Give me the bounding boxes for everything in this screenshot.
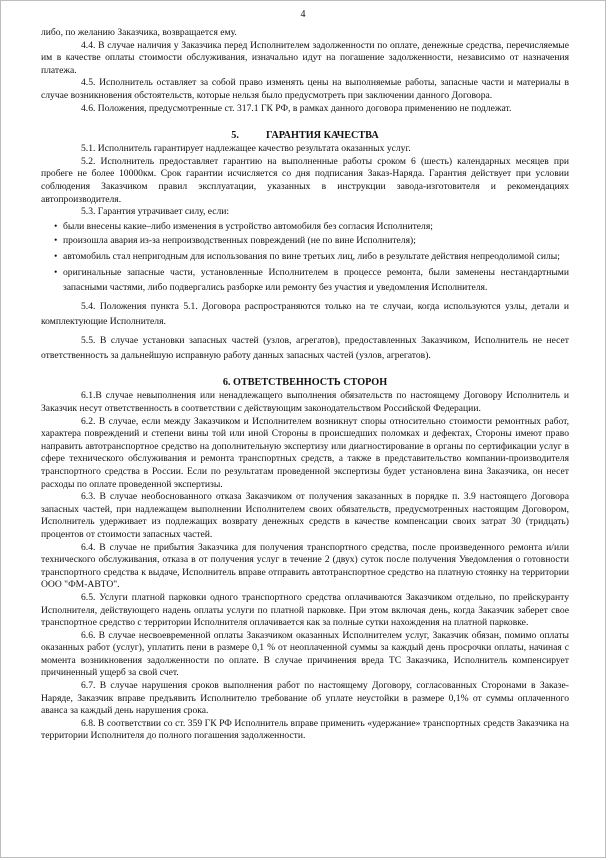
paragraph-6-4: 6.4. В случае не прибытия Заказчика для получения транспортного средства, после произведенного ремонта и/или технического обслуживания, отказа в от получения услуг в течение 2 (двух) суток после получения Уведомления о готовности транспортного средства к выдаче, Исполнитель вправе отправить автотранспортное средство на платную стоянку на территории ООО "ФМ-АВТО". <box>41 541 569 591</box>
bullet-5-3-1: • были внесены какие–либо изменения в устройство автомобиля без согласия Исполнителя; <box>41 221 569 234</box>
paragraph-6-6: 6.6. В случае несвоевременной оплаты Заказчиком оказанных Исполнителем услуг, Заказчик обязан, помимо оплаты оказанных работ (услуг), уплатить пени в размере 0,1 % от неоплаченной суммы за каждый день просрочки оплаты, начиная с момента возникновения задолженности по оплате. В случае причинения вреда ТС Заказчика, Исполнитель компенсирует причиненный ущерб за свой счет. <box>41 629 569 679</box>
paragraph-4-5: 4.5. Исполнитель оставляет за собой право изменять цены на выполняемые работы, запасные части и материалы в случае возникновения обстоятельств, которые нельзя было предусмотреть при заключении данного Договора. <box>41 77 569 101</box>
paragraph-6-3: 6.3. В случае необоснованного отказа Заказчиком от получения заказанных в порядке п. 3.9 настоящего Договора запасных частей, при надлежащем выполнении Исполнителем своих обязательств, предусмотренных настоящим Договором, Исполнитель удерживает из подлежащих возврату денежных средств в качестве компенсации своих затрат 30 (тридцать) процентов от стоимости запасных частей. <box>41 491 569 540</box>
paragraph-5-4: 5.4. Положения пункта 5.1. Договора распространяются только на те случаи, когда используются узлы, детали и комплектующие Исполнителя. <box>41 301 569 327</box>
page-number: 4 <box>300 9 306 20</box>
paragraph-6-2: 6.2. В случае, если между Заказчиком и Исполнителем возникнут споры относительно стоимости ремонтных работ, характера повреждений и степени вины той или иной Стороны в происшедших поломках и дефектах, Стороны имеют право направить автотранспортное средство на дополнительную экспертизу или диагностирование в органы по сертификации услуг в сфере технического обслуживания и ремонта транспортных средств, а также в представительство компании-производителя транспортного средства в России. Если по результатам проведенной экспертизы будет установлена вина Заказчика, он несет расходы по оплате проведенной экспертизы. <box>41 415 569 490</box>
bullet-5-3-2: • произошла авария из-за непроизводственных повреждений (не по вине Исполнителя); <box>41 235 569 248</box>
paragraph-6-5: 6.5. Услуги платной парковки одного транспортного средства оплачиваются Заказчиком отдельно, по прейскуранту Исполнителя, действующего надень оплаты услуги по платной парковке. При этом включая день, когда Заказчик заберет свое транспортное средство с территории Исполнителя оплачивается как за полные сутки нахождения на платной парковке. <box>41 591 569 629</box>
paragraph-6-7: 6.7. В случае нарушения сроков выполнения работ по настоящему Договору, согласованных Сторонами в Заказе-Наряде, Заказчик вправе предъявить Исполнителю требование об уплате неустойки в размере 0,1% от суммы оплаченного аванса за каждый день нарушения срока. <box>41 680 569 717</box>
paragraph-5-5: 5.5. В случае установки запасных частей (узлов, агрегатов), предоставленных Заказчиком, Исполнитель не несет ответственность за дальнейшую исправную работу данных запасных частей (узлов, агрегатов). <box>41 335 569 361</box>
paragraph-4-3-tail: либо, по желанию Заказчика, возвращается ему. <box>41 27 237 38</box>
section-6-heading: 6. ОТВЕТСТВЕННОСТЬ СТОРОН <box>222 377 388 389</box>
paragraph-5-2: 5.2. Исполнитель предоставляет гарантию на выполненные работы сроком 6 (шесть) календарных месяцев при пробеге не более 10000км. Срок гарантии исчисляется со дня подписания Заказ-Наряда. Гарантия действует при условии соблюдения Заказчиком правил эксплуатации, указанных в инструкции завода-изготовителя и рекомендациях автопроизводителя. <box>41 155 569 205</box>
paragraph-4-4: 4.4. В случае наличия у Заказчика перед Исполнителем задолженности по оплате, денежные средства, перечисляемые им в качестве оплаты стоимости обслуживания, изначально идут на погашение задолженности, независимо от назначения платежа. <box>41 39 569 76</box>
paragraph-6-1: 6.1.В случае невыполнения или ненадлежащего выполнения обязательств по настоящему Договору Исполнитель и Заказчик несут ответственность в соответствии с действующим законодательством Российской Федерации. <box>41 390 569 414</box>
paragraph-5-3: 5.3. Гарантия утрачивает силу, если: <box>81 206 230 218</box>
bullet-5-3-4: • оригинальные запасные части, установленные Исполнителем в процессе ремонта, были заменены нестандартными запасными частями, либо подвергались разборке или ремонту без участия и уведомления Исполнителя. <box>41 266 569 295</box>
bullet-5-3-3: • автомобиль стал непригодным для использования по вине третьих лиц, либо в результате действия непреодолимой силы; <box>41 250 569 265</box>
section-5-title: ГАРАНТИЯ КАЧЕСТВА <box>266 130 379 142</box>
section-5-number: 5. <box>231 130 239 142</box>
document-body <box>41 27 569 743</box>
paragraph-4-6: 4.6. Положения, предусмотренные ст. 317.1 ГК РФ, в рамках данного договора применению не подлежат. <box>81 102 512 114</box>
section-5-heading <box>41 129 569 143</box>
paragraph-5-1: 5.1. Исполнитель гарантирует надлежащее качество результата оказанных услуг. <box>81 143 411 155</box>
paragraph-6-8: 6.8. В соответствии со ст. 359 ГК РФ Исполнитель вправе применить «удержание» транспортных средств Заказчика на территории Исполнителя до полного погашения задолженности. <box>41 717 569 742</box>
